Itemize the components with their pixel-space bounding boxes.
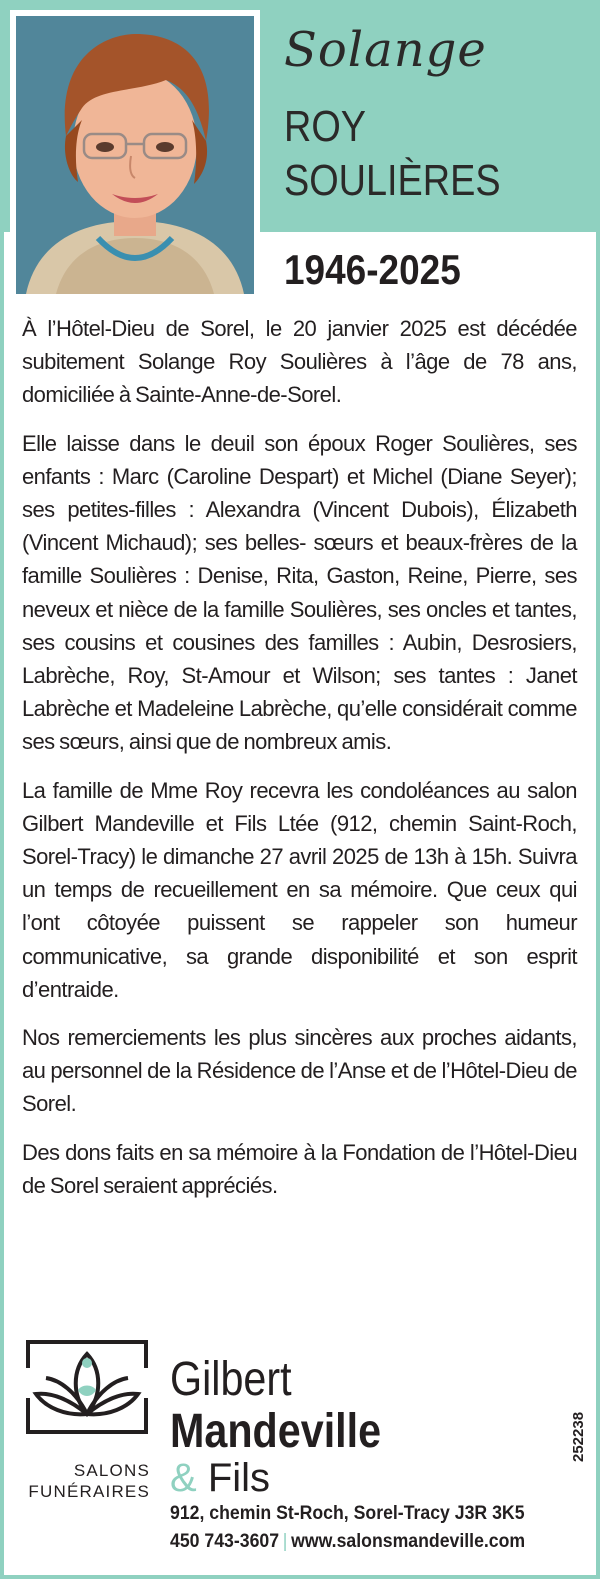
last-name (284, 100, 501, 208)
first-name: Solange (284, 22, 487, 78)
brand-fils-text: Fils (207, 1456, 271, 1500)
brand-ampersand: & (170, 1456, 197, 1500)
brand-gilbert: Gilbert (170, 1353, 292, 1406)
portrait-photo (10, 10, 260, 300)
website-link[interactable]: www.salonsmandeville.com (291, 1531, 526, 1552)
brand-mandeville: Mandeville (170, 1405, 382, 1458)
salons-label-line-1: SALONS (73, 1461, 150, 1480)
salons-label-line-2: FUNÉRAIRES (28, 1482, 150, 1501)
portrait-image (16, 16, 254, 294)
last-name-line-2: SOULIÈRES (284, 156, 501, 205)
last-name-line-1: ROY (284, 102, 367, 151)
funeral-home-contact (170, 1531, 525, 1553)
paragraph-death-notice: À l’Hôtel-Dieu de Sorel, le 20 janvier 2025 est décédée subitement Solange Roy Soulières à l’âge de 78 ans, domiciliée à Sainte-Anne-de-Sorel. (22, 316, 577, 408)
phone-number: 450 743-3607 (170, 1531, 280, 1552)
paragraph-donations: Des dons faits en sa mémoire à la Fondation de l’Hôtel-Dieu de Sorel seraient appréciés. (22, 1139, 577, 1198)
ad-reference-number: 252238 (570, 1411, 587, 1462)
salons-funeraires-label (22, 1460, 150, 1502)
life-years: 1946-2025 (284, 246, 461, 293)
paragraph-thanks: Nos remerciements les plus sincères aux proches aidants, au personnel de la Résidence de l’Anse et de l’Hôtel-Dieu de Sorel. (22, 1025, 577, 1117)
brand-fils (170, 1456, 270, 1501)
funeral-home-address: 912, chemin St-Roch, Sorel-Tracy J3R 3K5 (170, 1503, 525, 1524)
lotus-logo-icon (22, 1336, 152, 1436)
contact-separator: | (282, 1531, 288, 1552)
paragraph-condolences: La famille de Mme Roy recevra les condoléances au salon Gilbert Mandeville et Fils Ltée (912, chemin Saint-Roch, Sorel-Tracy) le dimanche 27 avril 2025 de 13h à 15h. Suivra un temps de recueillement en sa mémoire. Que ceux qui l’ont côtoyée puissent se rappeler son humeur communicative, sa grande disponibilité et son esprit d’entraide. (22, 777, 577, 1002)
obituary-text (22, 312, 577, 1217)
paragraph-family: Elle laisse dans le deuil son époux Roger Soulières, ses enfants : Marc (Caroline Despart) et Michel (Diane Seyer); ses petites-filles : Alexandra (Vincent Dubois), Élizabeth (Vincent Michaud); ses belles- sœurs et beaux-frères de la famille Soulières : Denise, Rita, Gaston, Reine, Pierre, ses neveux et nièce de la famille Soulières, ses oncles et tantes, ses cousins et cousines des familles : Aubin, Desrosiers, Labrèche, Roy, St-Amour et Wilson; ses tantes : Janet Labrèche et Madeleine Labrèche, qu’elle considérait comme ses sœurs, ainsi que de nombreux amis. (22, 430, 577, 755)
